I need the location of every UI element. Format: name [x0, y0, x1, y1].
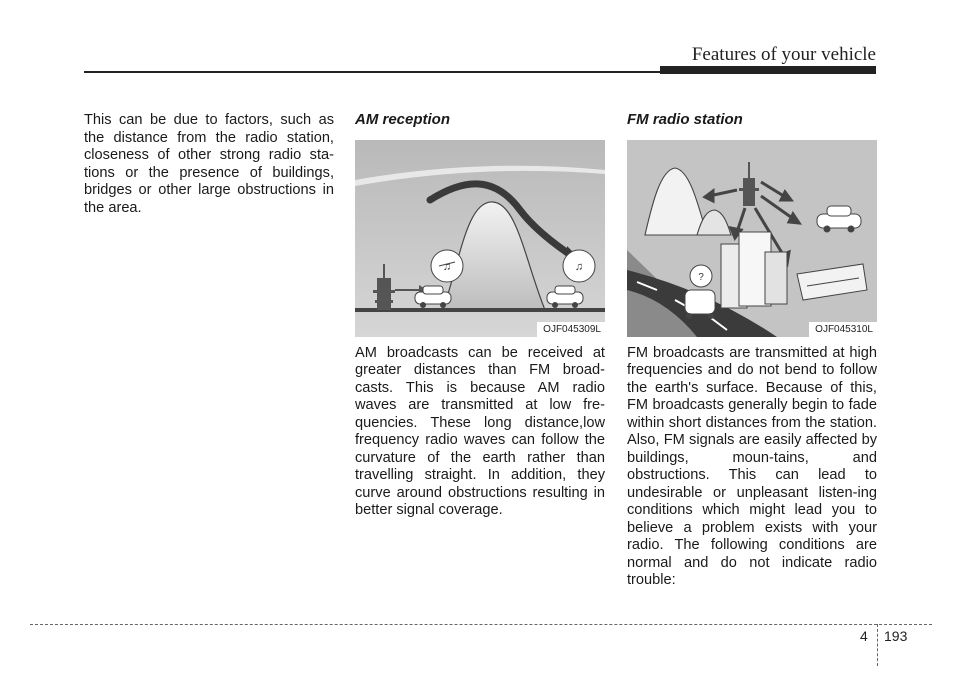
fm-heading: FM radio station — [627, 111, 743, 128]
svg-text:♫: ♫ — [574, 260, 584, 273]
header-rule-accent — [660, 66, 876, 74]
am-illustration — [355, 140, 605, 337]
figure-code: OJF045309L — [537, 322, 605, 337]
ground-line — [355, 308, 605, 312]
music-bubble-icon — [563, 250, 595, 282]
svg-text:♫: ♫ — [442, 260, 452, 273]
fm-radio-figure — [627, 140, 877, 337]
fm-illustration — [627, 140, 877, 337]
am-paragraph: AM broadcasts can be received at greater distances than FM broad-casts. This is because AM radio waves are transmitted at low fre-quencies. These long distance,low frequency radio waves can follow the curvature of the earth rather than travelling straight. In addition, they curve around obstructions resulting in better signal coverage. — [355, 344, 605, 518]
am-section — [355, 108, 605, 520]
am-heading: AM reception — [355, 111, 451, 128]
page-number: 193 — [884, 628, 908, 644]
question-mark: ? — [698, 271, 704, 283]
fm-paragraph: FM broadcasts are transmitted at high frequencies and do not bend to follow the earth's surface. Because of this, FM broadcasts generally begin to fade within short distances from the station. Also, FM signals are easily affected by buildings, moun-tains, and obstructions. This can lead to undesirable or unpleasant listen-ing conditions which might lead you to believe a problem exists with your radio. The following conditions are normal and do not indicate radio trouble: — [627, 344, 877, 588]
footer-divider — [877, 624, 878, 666]
figure-code: OJF045310L — [809, 322, 877, 337]
chapter-number: 4 — [860, 628, 868, 644]
footer-rule — [30, 624, 932, 625]
question-bubble-icon — [690, 265, 712, 287]
fm-section — [627, 108, 877, 590]
header-title: Features of your vehicle — [691, 44, 876, 65]
intro-paragraph: This can be due to factors, such as the distance from the radio station, closeness of other strong radio sta-tions or the presence of buildings, bridges or other large obstructions in the area. — [84, 112, 334, 216]
music-bubble-icon — [431, 250, 463, 282]
column-intro — [84, 112, 334, 217]
am-reception-figure — [355, 140, 605, 337]
header-rule — [84, 71, 660, 73]
